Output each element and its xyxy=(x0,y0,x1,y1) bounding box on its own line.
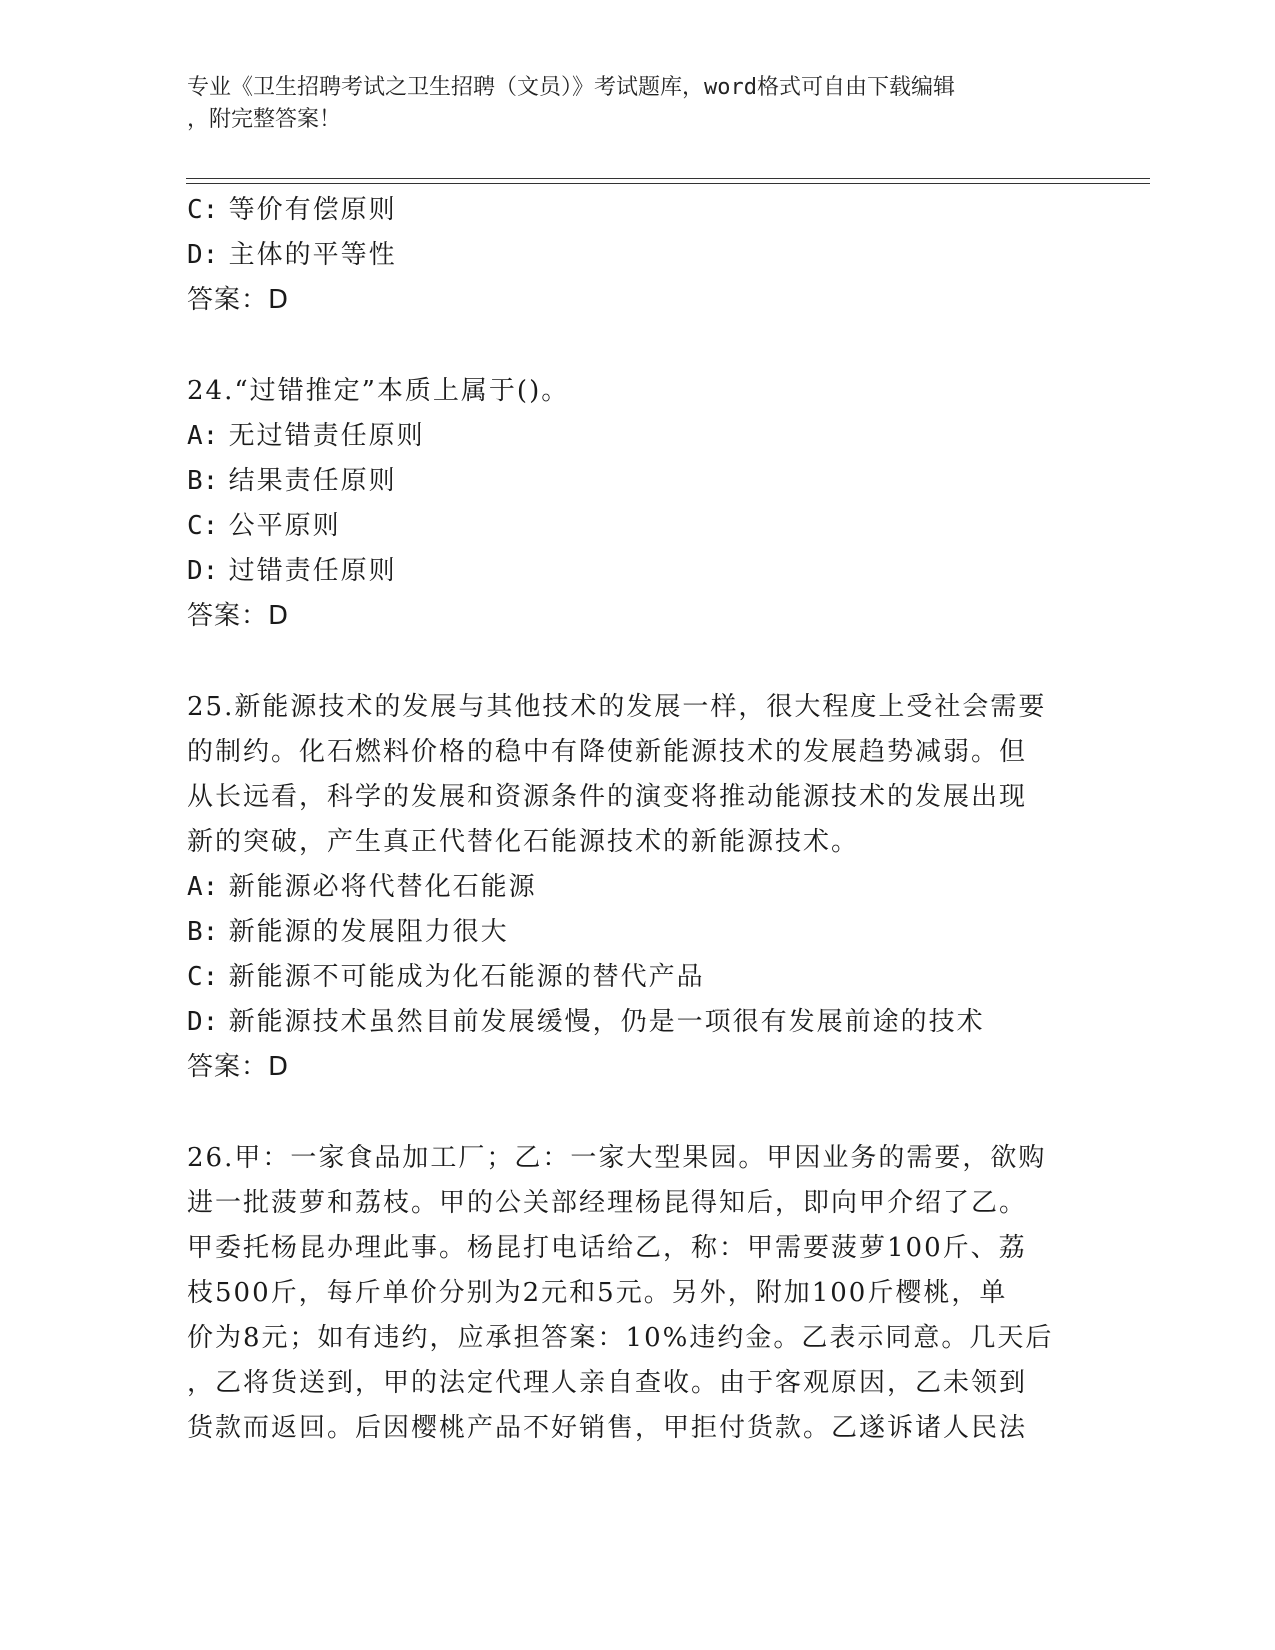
option-text: 过错责任原则 xyxy=(228,556,397,586)
question-stem-line: 枝500斤，每斤单价分别为2元和5元。另外，附加100斤樱桃，单 xyxy=(187,1278,1008,1308)
option-b xyxy=(187,459,1087,504)
answer-line: 答案：D xyxy=(187,1052,290,1082)
option-text: 主体的平等性 xyxy=(228,240,397,270)
option-text: 无过错责任原则 xyxy=(228,421,425,451)
question-stem-line: 从长远看，科学的发展和资源条件的演变将推动能源技术的发展出现 xyxy=(187,782,1028,812)
option-d xyxy=(187,1000,1087,1045)
option-c xyxy=(187,504,1087,549)
option-d xyxy=(187,233,1087,278)
header-line-1: 专业《卫生招聘考试之卫生招聘（文员）》考试题库，word格式可自由下载编辑 xyxy=(187,75,955,100)
question-block-prev xyxy=(187,188,1087,323)
spacer xyxy=(187,323,1087,369)
option-letter: D: xyxy=(187,556,219,586)
option-a xyxy=(187,865,1087,910)
header-line-2: ，附完整答案！ xyxy=(187,107,342,132)
option-letter: A: xyxy=(187,872,219,902)
option-text: 公平原则 xyxy=(228,511,341,541)
option-c xyxy=(187,955,1087,1000)
option-c xyxy=(187,188,1087,233)
option-text: 新能源的发展阻力很大 xyxy=(228,917,509,947)
option-text: 新能源必将代替化石能源 xyxy=(228,872,537,902)
answer-line: 答案：D xyxy=(187,601,290,631)
option-letter: B: xyxy=(187,917,219,947)
question-stem-line: 新的突破，产生真正代替化石能源技术的新能源技术。 xyxy=(187,827,860,857)
option-letter: C: xyxy=(187,511,219,541)
option-letter: A: xyxy=(187,421,219,451)
option-letter: C: xyxy=(187,195,219,225)
option-text: 结果责任原则 xyxy=(228,466,397,496)
option-letter: B: xyxy=(187,466,219,496)
option-text: 新能源不可能成为化石能源的替代产品 xyxy=(228,962,705,992)
page-header xyxy=(187,72,1087,136)
question-stem-line: 进一批菠萝和荔枝。甲的公关部经理杨昆得知后，即向甲介绍了乙。 xyxy=(187,1188,1028,1218)
option-letter: D: xyxy=(187,1007,219,1037)
spacer xyxy=(187,639,1087,685)
answer-line: 答案：D xyxy=(187,285,290,315)
header-rule-top xyxy=(186,178,1150,179)
question-stem-line: 26.甲：一家食品加工厂；乙：一家大型果园。甲因业务的需要，欲购 xyxy=(187,1143,1047,1173)
option-text: 等价有偿原则 xyxy=(228,195,397,225)
option-b xyxy=(187,910,1087,955)
spacer xyxy=(187,1090,1087,1136)
question-stem-line: 25.新能源技术的发展与其他技术的发展一样，很大程度上受社会需要 xyxy=(187,692,1047,722)
question-stem-line: 货款而返回。后因樱桃产品不好销售，甲拒付货款。乙遂诉诸人民法 xyxy=(187,1413,1028,1443)
question-stem-line: 甲委托杨昆办理此事。杨昆打电话给乙，称：甲需要菠萝100斤、荔 xyxy=(187,1233,1027,1263)
option-text: 新能源技术虽然目前发展缓慢，仍是一项很有发展前途的技术 xyxy=(228,1007,985,1037)
option-letter: D: xyxy=(187,240,219,270)
question-block-24 xyxy=(187,369,1087,639)
question-block-26 xyxy=(187,1136,1087,1451)
question-stem: 24.“过错推定”本质上属于()。 xyxy=(187,376,570,406)
question-block-25 xyxy=(187,685,1087,1090)
question-stem-line: ，乙将货送到，甲的法定代理人亲自查收。由于客观原因，乙未领到 xyxy=(187,1368,1028,1398)
header-rule-bottom xyxy=(186,183,1150,184)
question-stem-line: 价为8元；如有违约，应承担答案：10%违约金。乙表示同意。几天后 xyxy=(187,1323,1054,1353)
option-d xyxy=(187,549,1087,594)
option-letter: C: xyxy=(187,962,219,992)
option-a xyxy=(187,414,1087,459)
question-stem-line: 的制约。化石燃料价格的稳中有降使新能源技术的发展趋势减弱。但 xyxy=(187,737,1028,767)
question-list xyxy=(187,188,1087,1451)
